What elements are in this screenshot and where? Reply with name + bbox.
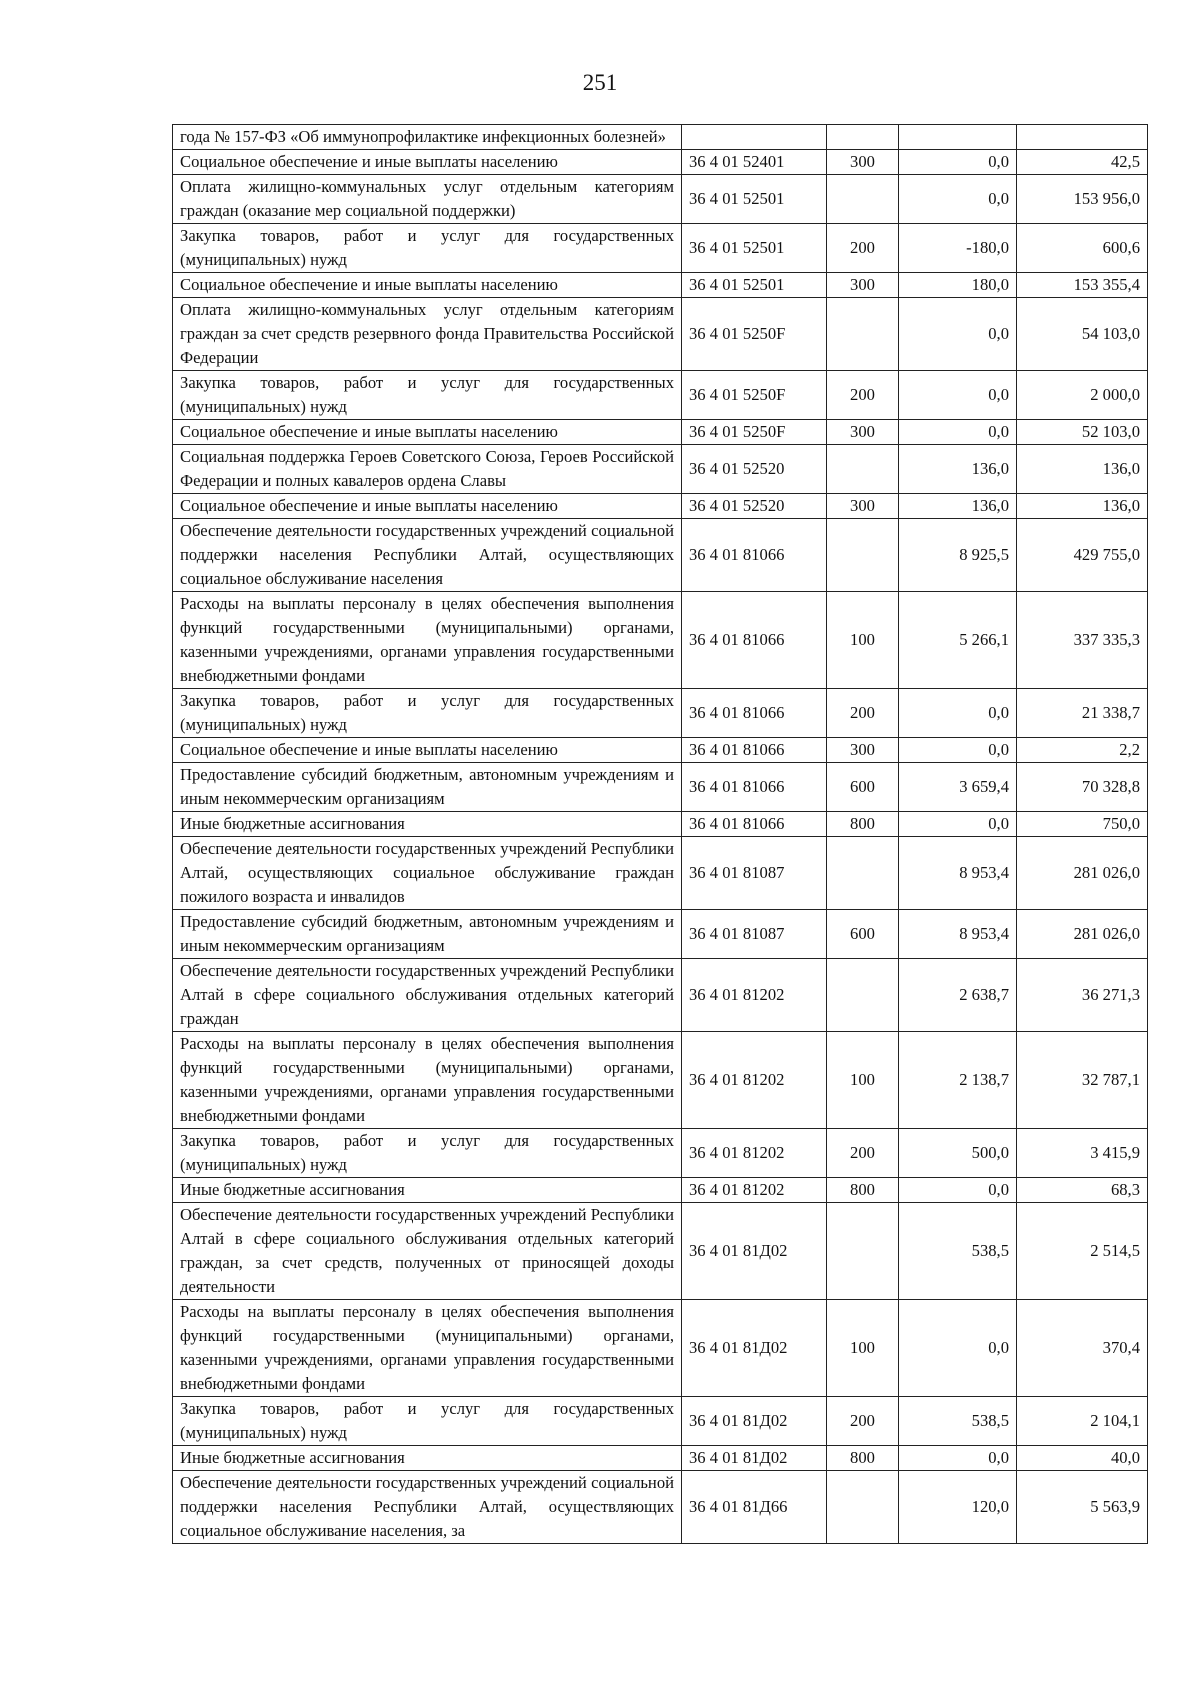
row-expense-type: 100: [827, 1032, 899, 1129]
row-name: Предоставление субсидий бюджетным, автономным учреждениям и иным некоммерческим организациям: [173, 763, 682, 812]
row-target-code: 36 4 01 81202: [682, 1129, 827, 1178]
row-target-code: 36 4 01 81Д66: [682, 1471, 827, 1544]
row-target-code: 36 4 01 81066: [682, 592, 827, 689]
row-target-code: 36 4 01 52501: [682, 175, 827, 224]
row-amount-total: [1017, 125, 1148, 150]
row-amount-change: 8 953,4: [899, 910, 1017, 959]
row-amount-change: 0,0: [899, 1300, 1017, 1397]
row-amount-total: 337 335,3: [1017, 592, 1148, 689]
row-expense-type: 600: [827, 763, 899, 812]
row-amount-total: 370,4: [1017, 1300, 1148, 1397]
row-target-code: 36 4 01 81202: [682, 959, 827, 1032]
row-amount-total: 429 755,0: [1017, 519, 1148, 592]
row-amount-total: 600,6: [1017, 224, 1148, 273]
row-name: Иные бюджетные ассигнования: [173, 1446, 682, 1471]
row-name: Социальное обеспечение и иные выплаты населению: [173, 494, 682, 519]
row-expense-type: 800: [827, 1446, 899, 1471]
row-target-code: 36 4 01 81087: [682, 837, 827, 910]
row-target-code: 36 4 01 81Д02: [682, 1446, 827, 1471]
row-name: Закупка товаров, работ и услуг для государственных (муниципальных) нужд: [173, 1129, 682, 1178]
table-row: [173, 1397, 1148, 1446]
row-amount-change: 500,0: [899, 1129, 1017, 1178]
row-amount-total: 136,0: [1017, 494, 1148, 519]
row-amount-total: 136,0: [1017, 445, 1148, 494]
row-amount-change: -180,0: [899, 224, 1017, 273]
row-amount-total: 2 104,1: [1017, 1397, 1148, 1446]
table-row: [173, 273, 1148, 298]
row-name: Закупка товаров, работ и услуг для государственных (муниципальных) нужд: [173, 689, 682, 738]
row-name: Оплата жилищно-коммунальных услуг отдельным категориям граждан (оказание мер социальной поддержки): [173, 175, 682, 224]
row-amount-change: 136,0: [899, 494, 1017, 519]
row-name: Обеспечение деятельности государственных учреждений социальной поддержки населения Республики Алтай, осуществляющих социальное обслуживание населения: [173, 519, 682, 592]
row-name: Иные бюджетные ассигнования: [173, 812, 682, 837]
row-amount-change: 8 925,5: [899, 519, 1017, 592]
row-amount-change: 538,5: [899, 1397, 1017, 1446]
row-name: Оплата жилищно-коммунальных услуг отдельным категориям граждан за счет средств резервного фонда Правительства Российской Федерации: [173, 298, 682, 371]
row-name: Расходы на выплаты персоналу в целях обеспечения выполнения функций государственными (муниципальными) органами, казенными учреждениями, органами управления государственными внебюджетными фондами: [173, 592, 682, 689]
row-target-code: 36 4 01 81066: [682, 763, 827, 812]
table-row: [173, 959, 1148, 1032]
row-target-code: 36 4 01 52401: [682, 150, 827, 175]
row-amount-total: 40,0: [1017, 1446, 1148, 1471]
row-name: Социальное обеспечение и иные выплаты населению: [173, 420, 682, 445]
row-name: Обеспечение деятельности государственных учреждений Республики Алтай, осуществляющих социальное обслуживание граждан пожилого возраста и инвалидов: [173, 837, 682, 910]
row-expense-type: 200: [827, 371, 899, 420]
row-amount-change: 3 659,4: [899, 763, 1017, 812]
row-expense-type: [827, 175, 899, 224]
row-amount-change: 0,0: [899, 175, 1017, 224]
row-expense-type: [827, 125, 899, 150]
row-expense-type: 300: [827, 150, 899, 175]
table-row: [173, 1032, 1148, 1129]
row-expense-type: 200: [827, 224, 899, 273]
row-expense-type: 200: [827, 689, 899, 738]
row-amount-change: 0,0: [899, 420, 1017, 445]
row-name: Расходы на выплаты персоналу в целях обеспечения выполнения функций государственными (муниципальными) органами, казенными учреждениями, органами управления государственными внебюджетными фондами: [173, 1032, 682, 1129]
row-target-code: 36 4 01 81Д02: [682, 1203, 827, 1300]
row-target-code: 36 4 01 81Д02: [682, 1397, 827, 1446]
table-row: [173, 224, 1148, 273]
row-expense-type: 100: [827, 1300, 899, 1397]
row-amount-change: 0,0: [899, 371, 1017, 420]
row-name: Предоставление субсидий бюджетным, автономным учреждениям и иным некоммерческим организациям: [173, 910, 682, 959]
row-name: Социальное обеспечение и иные выплаты населению: [173, 738, 682, 763]
row-expense-type: 600: [827, 910, 899, 959]
row-name: Закупка товаров, работ и услуг для государственных (муниципальных) нужд: [173, 371, 682, 420]
row-expense-type: [827, 519, 899, 592]
row-name: Расходы на выплаты персоналу в целях обеспечения выполнения функций государственными (муниципальными) органами, казенными учреждениями, органами управления государственными внебюджетными фондами: [173, 1300, 682, 1397]
row-expense-type: [827, 959, 899, 1032]
row-expense-type: [827, 298, 899, 371]
row-name: Обеспечение деятельности государственных учреждений Республики Алтай в сфере социального обслуживания отдельных категорий граждан: [173, 959, 682, 1032]
row-amount-change: 8 953,4: [899, 837, 1017, 910]
row-target-code: [682, 125, 827, 150]
table-row: [173, 445, 1148, 494]
table-row: [173, 420, 1148, 445]
row-amount-change: 136,0: [899, 445, 1017, 494]
row-amount-total: 2,2: [1017, 738, 1148, 763]
row-amount-total: 750,0: [1017, 812, 1148, 837]
row-amount-change: 2 638,7: [899, 959, 1017, 1032]
row-expense-type: 300: [827, 738, 899, 763]
row-amount-total: 32 787,1: [1017, 1032, 1148, 1129]
row-amount-total: 3 415,9: [1017, 1129, 1148, 1178]
row-name: Закупка товаров, работ и услуг для государственных (муниципальных) нужд: [173, 1397, 682, 1446]
row-amount-total: 5 563,9: [1017, 1471, 1148, 1544]
budget-table-body: [173, 125, 1148, 1544]
row-amount-total: 21 338,7: [1017, 689, 1148, 738]
table-row: [173, 689, 1148, 738]
row-expense-type: [827, 445, 899, 494]
row-target-code: 36 4 01 81066: [682, 812, 827, 837]
table-row: [173, 298, 1148, 371]
row-expense-type: 200: [827, 1129, 899, 1178]
row-target-code: 36 4 01 81087: [682, 910, 827, 959]
row-target-code: 36 4 01 5250F: [682, 371, 827, 420]
row-name: Социальная поддержка Героев Советского Союза, Героев Российской Федерации и полных кавалеров ордена Славы: [173, 445, 682, 494]
row-amount-change: 0,0: [899, 1178, 1017, 1203]
table-row: [173, 1178, 1148, 1203]
row-amount-change: 0,0: [899, 298, 1017, 371]
row-target-code: 36 4 01 81066: [682, 689, 827, 738]
row-expense-type: 800: [827, 1178, 899, 1203]
row-amount-total: 70 328,8: [1017, 763, 1148, 812]
table-row: [173, 1203, 1148, 1300]
row-amount-change: 538,5: [899, 1203, 1017, 1300]
row-amount-total: 54 103,0: [1017, 298, 1148, 371]
row-target-code: 36 4 01 81202: [682, 1032, 827, 1129]
row-target-code: 36 4 01 81066: [682, 519, 827, 592]
row-amount-change: 120,0: [899, 1471, 1017, 1544]
table-row: [173, 371, 1148, 420]
table-row: [173, 910, 1148, 959]
table-row: [173, 763, 1148, 812]
row-name: года № 157-ФЗ «Об иммунопрофилактике инфекционных болезней»: [173, 125, 682, 150]
row-amount-change: 0,0: [899, 738, 1017, 763]
table-row: [173, 812, 1148, 837]
table-row: [173, 837, 1148, 910]
table-row: [173, 150, 1148, 175]
row-name: Закупка товаров, работ и услуг для государственных (муниципальных) нужд: [173, 224, 682, 273]
row-target-code: 36 4 01 52501: [682, 273, 827, 298]
table-row: [173, 125, 1148, 150]
row-expense-type: 300: [827, 494, 899, 519]
row-expense-type: [827, 1203, 899, 1300]
row-amount-change: 180,0: [899, 273, 1017, 298]
row-name: Иные бюджетные ассигнования: [173, 1178, 682, 1203]
row-amount-change: 5 266,1: [899, 592, 1017, 689]
budget-table: [172, 124, 1148, 1544]
table-row: [173, 519, 1148, 592]
row-expense-type: 100: [827, 592, 899, 689]
row-target-code: 36 4 01 81066: [682, 738, 827, 763]
row-expense-type: 300: [827, 273, 899, 298]
row-target-code: 36 4 01 81202: [682, 1178, 827, 1203]
row-amount-change: [899, 125, 1017, 150]
page-number: 251: [582, 70, 618, 95]
row-target-code: 36 4 01 52520: [682, 494, 827, 519]
row-target-code: 36 4 01 81Д02: [682, 1300, 827, 1397]
row-amount-change: 2 138,7: [899, 1032, 1017, 1129]
row-amount-change: 0,0: [899, 812, 1017, 837]
row-target-code: 36 4 01 5250F: [682, 298, 827, 371]
row-amount-total: 153 355,4: [1017, 273, 1148, 298]
row-expense-type: [827, 837, 899, 910]
table-row: [173, 1300, 1148, 1397]
table-row: [173, 1129, 1148, 1178]
row-name: Социальное обеспечение и иные выплаты населению: [173, 273, 682, 298]
row-name: Социальное обеспечение и иные выплаты населению: [173, 150, 682, 175]
table-row: [173, 1471, 1148, 1544]
row-amount-change: 0,0: [899, 150, 1017, 175]
row-amount-total: 36 271,3: [1017, 959, 1148, 1032]
row-amount-total: 281 026,0: [1017, 910, 1148, 959]
row-amount-change: 0,0: [899, 689, 1017, 738]
row-name: Обеспечение деятельности государственных учреждений Республики Алтай в сфере социального обслуживания отдельных категорий граждан, за счет средств, полученных от приносящей доходы деятельности: [173, 1203, 682, 1300]
row-amount-total: 42,5: [1017, 150, 1148, 175]
table-row: [173, 175, 1148, 224]
table-row: [173, 592, 1148, 689]
row-target-code: 36 4 01 52520: [682, 445, 827, 494]
row-amount-total: 153 956,0: [1017, 175, 1148, 224]
table-row: [173, 1446, 1148, 1471]
row-amount-total: 52 103,0: [1017, 420, 1148, 445]
row-name: Обеспечение деятельности государственных учреждений социальной поддержки населения Республики Алтай, осуществляющих социальное обслуживание населения, за: [173, 1471, 682, 1544]
row-target-code: 36 4 01 5250F: [682, 420, 827, 445]
table-row: [173, 494, 1148, 519]
row-amount-total: 2 514,5: [1017, 1203, 1148, 1300]
row-expense-type: [827, 1471, 899, 1544]
table-row: [173, 738, 1148, 763]
row-amount-change: 0,0: [899, 1446, 1017, 1471]
row-expense-type: 800: [827, 812, 899, 837]
row-amount-total: 68,3: [1017, 1178, 1148, 1203]
row-amount-total: 281 026,0: [1017, 837, 1148, 910]
row-expense-type: 200: [827, 1397, 899, 1446]
row-expense-type: 300: [827, 420, 899, 445]
row-amount-total: 2 000,0: [1017, 371, 1148, 420]
row-target-code: 36 4 01 52501: [682, 224, 827, 273]
